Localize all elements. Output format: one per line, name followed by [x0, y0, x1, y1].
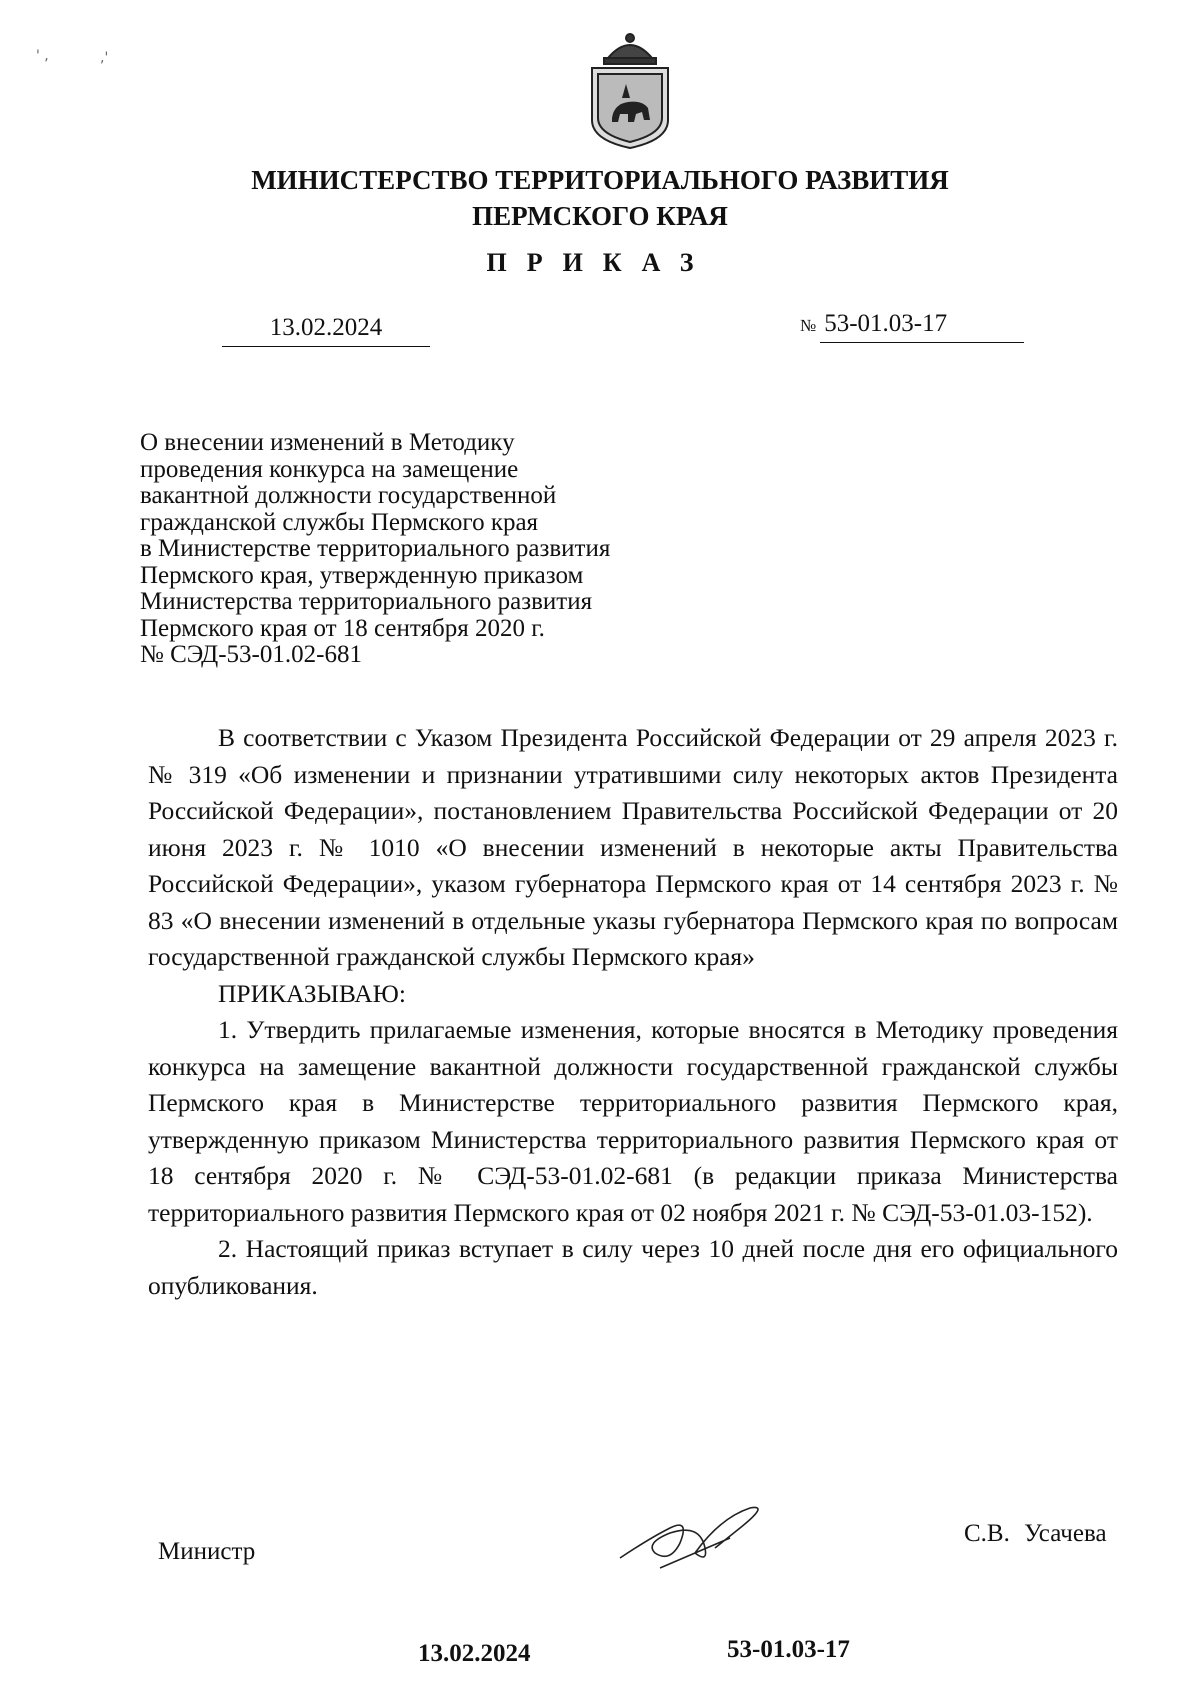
document-subject: О внесении изменений в Методику проведения конкурса на замещение вакантной должности государственной гражданской службы Пермского края в Министерстве территориального развития Пермского края, утвержденную приказом Министерства территориального развития Пермского края от 18 сентября 2020 г. № СЭД-53-01.02-681	[140, 429, 611, 668]
scan-artifact: ' ,	[36, 48, 49, 64]
order-item-2: 2. Настоящий приказ вступает в силу через 10 дней после дня его официального опубликования.	[148, 1234, 1118, 1300]
signatory-name: С.В. Усачева	[964, 1520, 1107, 1547]
document-body	[148, 720, 1118, 1304]
ministry-name	[200, 162, 1000, 234]
coat-of-arms-icon	[578, 28, 682, 150]
document-type: ПРИКАЗ	[486, 248, 714, 277]
scan-artifact: ,'	[100, 50, 109, 66]
preamble-paragraph: В соответствии с Указом Президента Российской Федерации от 29 апреля 2023 г. № 319 «Об изменении и признании утратившими силу некоторых актов Президента Российской Федерации», постановлением Правительства Российской Федерации от 20 июня 2023 г. № 1010 «О внесении изменений в некоторые акты Правительства Российской Федерации», указом губернатора Пермского края от 14 сентября 2023 г. № 83 «О внесении изменений в отдельные указы губернатора Пермского края по вопросам государственной гражданской службы Пермского края»	[148, 723, 1118, 971]
ministry-name-line1: МИНИСТЕРСТВО ТЕРРИТОРИАЛЬНОГО РАЗВИТИЯ	[251, 165, 949, 195]
signatory-position: Министр	[158, 1538, 256, 1565]
document-date: 13.02.2024	[222, 310, 430, 347]
order-statement: ПРИКАЗЫВАЮ:	[218, 978, 406, 1008]
registration-stamp-number: 53-01.03-17	[727, 1636, 850, 1663]
document-number-field	[800, 306, 1030, 344]
number-sign: №	[800, 316, 817, 335]
document-number: 53-01.03-17	[820, 306, 1024, 343]
order-item-1: 1. Утвердить прилагаемые изменения, которые вносятся в Методику проведения конкурса на замещение вакантной должности государственной гражданской службы Пермского края в Министерстве территориального развития Пермского края, утвержденную приказом Министерства территориального развития Пермского края от 18 сентября 2020 г. № СЭД-53-01.02-681 (в редакции приказа Министерства территориального развития Пермского края от 02 ноября 2021 г. № СЭД-53-01.03-152).	[148, 1015, 1118, 1227]
handwritten-signature	[610, 1498, 790, 1578]
registration-stamp-date: 13.02.2024	[418, 1640, 531, 1667]
ministry-name-line2: ПЕРМСКОГО КРАЯ	[472, 201, 728, 231]
